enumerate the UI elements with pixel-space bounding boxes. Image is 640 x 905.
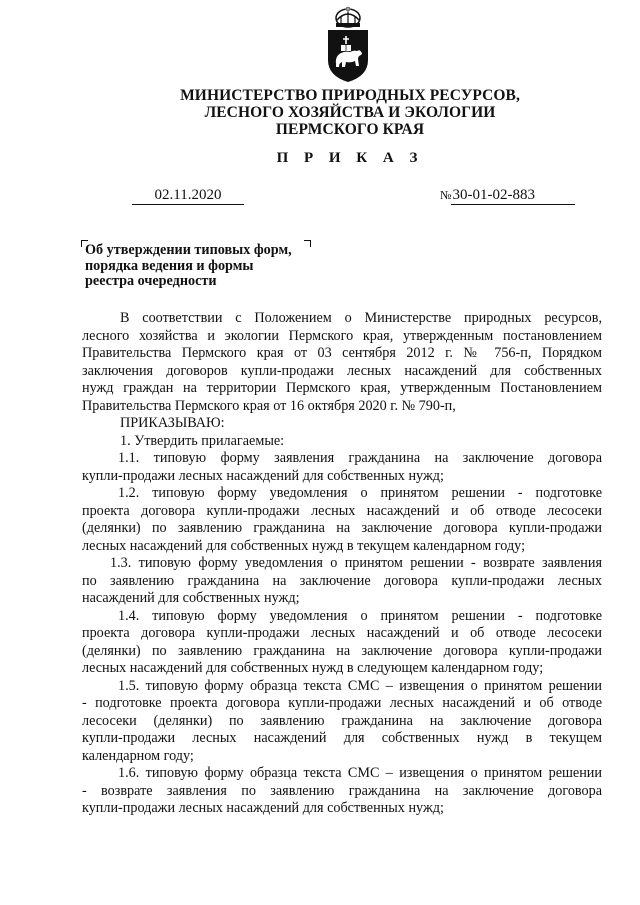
order-title: П Р И К А З: [276, 150, 424, 166]
ministry-line: МИНИСТЕРСТВО ПРИРОДНЫХ РЕСУРСОВ,: [180, 87, 520, 104]
body-line: 1.5. типовую форму образца текста СМС – извещения о принятом решении: [118, 677, 602, 694]
body-line: - подготовке проекта договора купли-продажи лесных насаждений и об отводе: [82, 695, 602, 711]
body-line: лесосеки (делянки) по заявлению гражданина на заключение договора: [82, 712, 602, 729]
subject-line: реестра очередности: [85, 273, 217, 289]
subject-bracket-right: [304, 240, 311, 247]
body-line: проекта договора купли-продажи лесных насаждений и об отводе лесосеки: [82, 502, 602, 519]
ministry-line: ЛЕСНОГО ХОЗЯЙСТВА И ЭКОЛОГИИ: [204, 104, 496, 121]
body-line: заключения договоров купли-продажи лесных насаждений для собственных: [82, 362, 602, 379]
order-subject: [85, 243, 292, 290]
body-line: 1. Утвердить прилагаемые:: [120, 432, 285, 449]
body-line: нужд граждан на территории Пермского края, утвержденным Постановлением: [82, 380, 602, 396]
body-line: купли-продажи лесных насаждений для собственных нужд;: [82, 467, 444, 484]
crown-icon: [336, 7, 360, 28]
order-date: 02.11.2020: [132, 186, 244, 205]
ministry-name: [150, 87, 550, 138]
coat-of-arms-icon: [323, 6, 373, 84]
number-sign: №: [440, 188, 452, 202]
body-line: лесных насаждений для собственных нужд в следующем календарном году;: [82, 660, 544, 676]
body-line: (делянки) по заявлению гражданина на заключение договора купли-продажи: [82, 520, 602, 536]
body-line: (делянки) по заявлению гражданина на заключение договора купли-продажи: [82, 642, 602, 659]
body-line: - возврате заявления по заявлению гражданина на заключение договора: [82, 782, 602, 799]
subject-line: Об утверждении типовых форм,: [85, 242, 292, 258]
order-body: [82, 310, 602, 818]
body-line: проекта договора купли-продажи лесных насаждений и об отводе лесосеки: [82, 625, 602, 641]
subject-line: порядка ведения и формы: [85, 257, 254, 274]
ministry-line: ПЕРМСКОГО КРАЯ: [275, 121, 425, 138]
body-line: Правительства Пермского края от 03 сентября 2012 г. № 756-п, Порядком: [82, 345, 602, 361]
order-number: [440, 186, 575, 205]
body-line: насаждений для собственных нужд;: [82, 590, 300, 606]
body-line: 1.3. типовую форму уведомления о принятом решении - возврате заявления: [110, 555, 602, 571]
body-line: календарном году;: [82, 747, 194, 764]
body-line: 1.6. типовую форму образца текста СМС – извещения о принятом решении: [118, 765, 602, 781]
body-line: 1.1. типовую форму заявления гражданина на заключение договора: [118, 450, 602, 466]
body-line: 1.4. типовую форму уведомления о принятом решении - подготовке: [118, 607, 602, 624]
body-line: лесного хозяйства и экологии Пермского края, утвержденным постановлением: [82, 327, 602, 344]
order-number-value: 30-01-02-883: [451, 186, 575, 205]
body-line: по заявлению гражданина на заключение договора купли-продажи лесных: [82, 572, 602, 589]
body-line: В соответствии с Положением о Министерстве природных ресурсов,: [120, 310, 602, 326]
body-line: купли-продажи лесных насаждений для собственных нужд в текущем: [82, 730, 602, 746]
body-line: купли-продажи лесных насаждений для собственных нужд;: [82, 800, 444, 816]
body-line: 1.2. типовую форму уведомления о принятом решении - подготовке: [118, 485, 602, 501]
body-line: лесных насаждений для собственных нужд в текущем календарном году;: [82, 537, 526, 554]
body-line: ПРИКАЗЫВАЮ:: [120, 415, 225, 431]
body-line: Правительства Пермского края от 16 октября 2020 г. № 790-п,: [82, 397, 456, 414]
shield-icon: [328, 30, 368, 82]
